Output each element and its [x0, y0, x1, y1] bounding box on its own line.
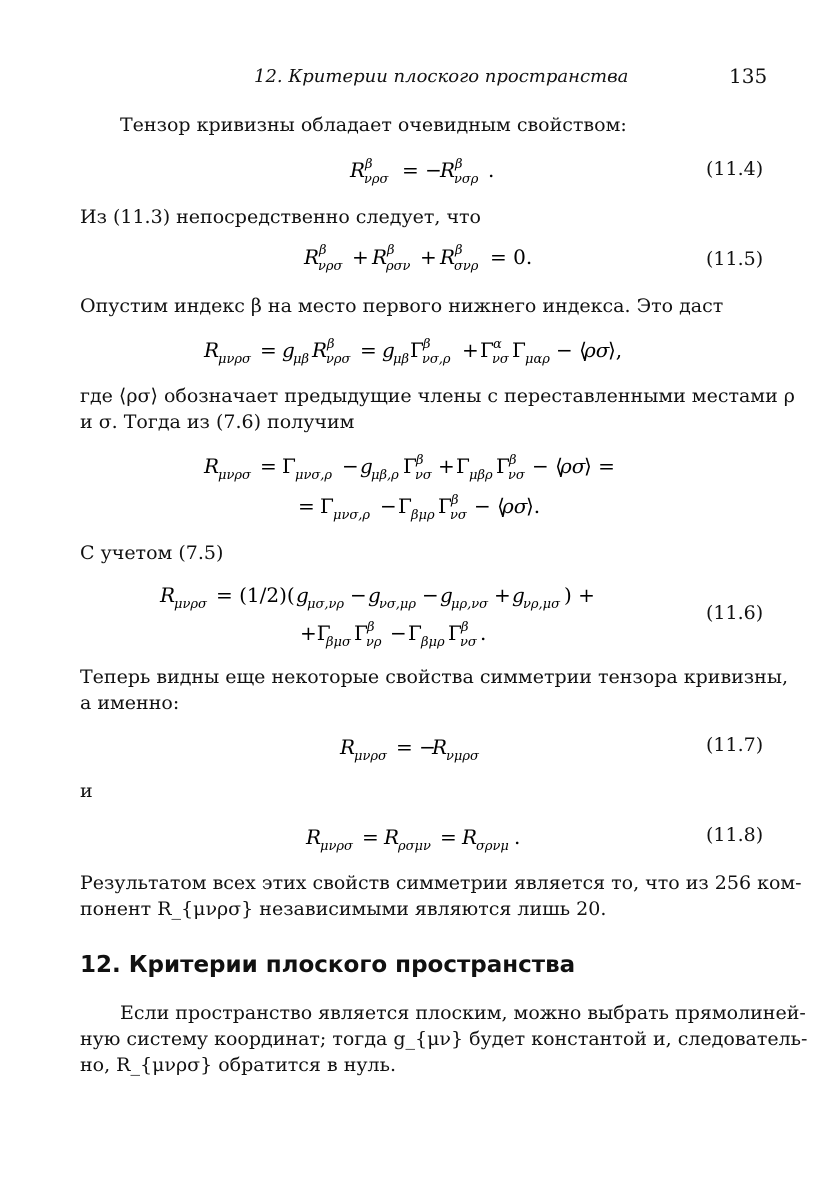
- svg-text:+: +: [438, 454, 455, 478]
- svg-text:Γ: Γ: [408, 621, 422, 645]
- equation-lower-index: [200, 330, 660, 374]
- svg-text:g: g: [512, 583, 525, 607]
- paragraph-8-line-1: Результатом всех этих свойств симметрии является то, что из 256 ком-: [80, 872, 802, 894]
- svg-text:νμρσ: νμρσ: [446, 749, 479, 764]
- paragraph-9-line-1: Если пространство является плоским, можно выбрать прямолиней-: [120, 1002, 806, 1024]
- svg-text:μρ,νσ: μρ,νσ: [451, 597, 489, 612]
- svg-text:Γ: Γ: [403, 454, 417, 478]
- paragraph-6-line-2: а именно:: [80, 692, 180, 714]
- svg-text:νρσ: νρσ: [318, 259, 343, 274]
- equation-number-11-6: (11.6): [706, 602, 764, 624]
- svg-text:βμρ: βμρ: [421, 635, 445, 650]
- svg-text:Γ: Γ: [448, 621, 462, 645]
- svg-text:μσ,νρ: μσ,νρ: [307, 597, 345, 612]
- svg-text:g: g: [368, 583, 381, 607]
- svg-text:β: β: [455, 243, 463, 258]
- svg-text:R: R: [350, 158, 366, 182]
- svg-text:−: −: [390, 621, 407, 645]
- svg-text:Γ: Γ: [512, 338, 526, 362]
- svg-text:⟩ =: ⟩ =: [584, 454, 615, 478]
- svg-text:ρσ: ρσ: [560, 454, 586, 478]
- svg-text:g: g: [282, 338, 295, 362]
- svg-text:+: +: [420, 245, 437, 269]
- svg-text:=: =: [360, 338, 377, 362]
- svg-text:μβ: μβ: [393, 352, 409, 367]
- svg-text:Γ: Γ: [282, 454, 296, 478]
- svg-text:β: β: [451, 493, 459, 508]
- svg-text:μβρ: μβρ: [469, 468, 493, 483]
- svg-text:βμρ: βμρ: [411, 508, 435, 523]
- svg-text:− ⟨: − ⟨: [474, 494, 505, 518]
- paragraph-4-line-1: где ⟨ρσ⟩ обозначает предыдущие члены с переставленными местами ρ: [80, 385, 795, 407]
- svg-text:+Γ: +Γ: [300, 621, 331, 645]
- svg-text:β: β: [461, 620, 469, 635]
- svg-text:μνσ,ρ: μνσ,ρ: [295, 468, 333, 483]
- svg-text:− ⟨: − ⟨: [532, 454, 563, 478]
- svg-text:R: R: [204, 338, 220, 362]
- svg-text:νρ: νρ: [366, 635, 382, 650]
- svg-text:R: R: [384, 825, 400, 849]
- page-number: 135: [729, 64, 768, 88]
- paragraph-9-line-2: ную систему координат; тогда g_{μν} будет константой и, следователь-: [80, 1028, 808, 1050]
- svg-text:Γ: Γ: [480, 338, 494, 362]
- svg-text:Γ: Γ: [456, 454, 470, 478]
- svg-text:=: =: [440, 825, 457, 849]
- svg-text:μνρσ: μνρσ: [218, 468, 251, 483]
- svg-text:.: .: [480, 621, 487, 645]
- svg-text:R: R: [462, 825, 478, 849]
- svg-text:νρσ: νρσ: [326, 352, 351, 367]
- svg-text:= 0.: = 0.: [490, 245, 533, 269]
- svg-text:−: −: [380, 494, 397, 518]
- svg-text:.: .: [488, 158, 495, 182]
- svg-text:μνρσ: μνρσ: [218, 352, 251, 367]
- svg-text:νσ: νσ: [450, 508, 467, 523]
- svg-text:Γ: Γ: [410, 338, 424, 362]
- svg-text:ρσν: ρσν: [386, 259, 411, 274]
- svg-text:ρσ: ρσ: [502, 494, 528, 518]
- svg-text:μνσ,ρ: μνσ,ρ: [333, 508, 371, 523]
- section-heading: 12. Критерии плоского пространства: [80, 952, 576, 978]
- paragraph-3: Опустим индекс β на место первого нижнего индекса. Это даст: [80, 295, 724, 317]
- svg-text:g: g: [382, 338, 395, 362]
- svg-text:+: +: [352, 245, 369, 269]
- paragraph-6-line-1: Теперь видны еще некоторые свойства симметрии тензора кривизны,: [80, 666, 788, 688]
- svg-text:ρσ: ρσ: [584, 338, 610, 362]
- svg-text:μαρ: μαρ: [525, 352, 550, 367]
- svg-text:− ⟨: − ⟨: [556, 338, 587, 362]
- svg-text:+: +: [462, 338, 479, 362]
- svg-text:R: R: [204, 454, 220, 478]
- svg-text:σρνμ: σρνμ: [476, 839, 509, 854]
- svg-text:R: R: [312, 338, 328, 362]
- svg-text:β: β: [416, 453, 424, 468]
- paragraph-9-line-3: но, R_{μνρσ} обратится в нуль.: [80, 1054, 396, 1076]
- svg-text:β: β: [423, 337, 431, 352]
- paragraph-2: Из (11.3) непосредственно следует, что: [80, 206, 481, 228]
- svg-text:ρσμν: ρσμν: [398, 839, 431, 854]
- svg-text:⟩,: ⟩,: [608, 338, 623, 362]
- equation-number-11-7: (11.7): [706, 734, 764, 756]
- paragraph-5: С учетом (7.5): [80, 542, 224, 564]
- equation-number-11-5: (11.5): [706, 248, 764, 270]
- svg-text:g: g: [360, 454, 373, 478]
- svg-text:α: α: [493, 337, 502, 352]
- svg-text:R: R: [340, 735, 356, 759]
- svg-text:β: β: [327, 337, 335, 352]
- svg-text:= (1/2)(: = (1/2)(: [216, 583, 295, 607]
- svg-text:.: .: [514, 825, 521, 849]
- svg-text:μνρσ: μνρσ: [354, 749, 387, 764]
- svg-text:= −: = −: [396, 735, 436, 759]
- svg-text:−: −: [350, 583, 367, 607]
- svg-text:−: −: [422, 583, 439, 607]
- paragraph-8-line-2: понент R_{μνρσ} независимыми являются лишь 20.: [80, 898, 607, 920]
- svg-text:Γ: Γ: [354, 621, 368, 645]
- svg-text:=: =: [298, 494, 315, 518]
- svg-text:βμσ: βμσ: [326, 635, 351, 650]
- svg-text:β: β: [509, 453, 517, 468]
- svg-text:R: R: [432, 735, 448, 759]
- svg-text:R: R: [440, 245, 456, 269]
- svg-text:νσ,μρ: νσ,μρ: [379, 597, 417, 612]
- svg-text:+: +: [494, 583, 511, 607]
- svg-text:β: β: [319, 243, 327, 258]
- svg-text:) +: ) +: [564, 583, 595, 607]
- svg-text:−: −: [342, 454, 359, 478]
- svg-text:= −: = −: [402, 158, 442, 182]
- equation-11-6: [150, 576, 670, 656]
- svg-text:R: R: [306, 825, 322, 849]
- svg-text:β: β: [387, 243, 395, 258]
- svg-text:⟩.: ⟩.: [526, 494, 541, 518]
- svg-text:=: =: [260, 338, 277, 362]
- svg-text:νσρ: νσρ: [454, 172, 479, 187]
- paragraph-7: и: [80, 780, 93, 802]
- paragraph-1: Тензор кривизны обладает очевидным свойством:: [120, 114, 627, 136]
- equation-number-11-8: (11.8): [706, 824, 764, 846]
- svg-text:β: β: [367, 620, 375, 635]
- equation-11-7: [330, 728, 550, 768]
- svg-text:g: g: [440, 583, 453, 607]
- svg-text:νσ: νσ: [508, 468, 525, 483]
- equation-from-7-6: [200, 446, 660, 526]
- equation-11-5: [300, 236, 560, 280]
- svg-text:R: R: [440, 158, 456, 182]
- svg-text:νρ,μσ: νρ,μσ: [523, 597, 561, 612]
- svg-text:R: R: [160, 583, 176, 607]
- svg-text:β: β: [365, 157, 373, 172]
- svg-text:νσ: νσ: [415, 468, 432, 483]
- svg-text:Γ: Γ: [320, 494, 334, 518]
- svg-text:μβ,ρ: μβ,ρ: [371, 468, 399, 483]
- svg-text:μνρσ: μνρσ: [174, 597, 207, 612]
- svg-text:β: β: [455, 157, 463, 172]
- svg-text:g: g: [296, 583, 309, 607]
- svg-text:μβ: μβ: [293, 352, 309, 367]
- equation-11-8: [296, 818, 576, 858]
- paragraph-4-line-2: и σ. Тогда из (7.6) получим: [80, 411, 355, 433]
- svg-text:νσ,ρ: νσ,ρ: [422, 352, 451, 367]
- svg-text:νρσ: νρσ: [364, 172, 389, 187]
- svg-text:Γ: Γ: [496, 454, 510, 478]
- svg-text:σνρ: σνρ: [454, 259, 479, 274]
- svg-text:Γ: Γ: [398, 494, 412, 518]
- svg-text:νσ: νσ: [460, 635, 477, 650]
- running-title: 12. Критерии плоского пространства: [254, 66, 629, 87]
- svg-text:=: =: [260, 454, 277, 478]
- svg-text:μνρσ: μνρσ: [320, 839, 353, 854]
- equation-11-4: [330, 150, 530, 190]
- svg-text:νσ: νσ: [492, 352, 509, 367]
- svg-text:=: =: [362, 825, 379, 849]
- svg-text:R: R: [304, 245, 320, 269]
- svg-text:Γ: Γ: [438, 494, 452, 518]
- equation-number-11-4: (11.4): [706, 158, 764, 180]
- svg-text:R: R: [372, 245, 388, 269]
